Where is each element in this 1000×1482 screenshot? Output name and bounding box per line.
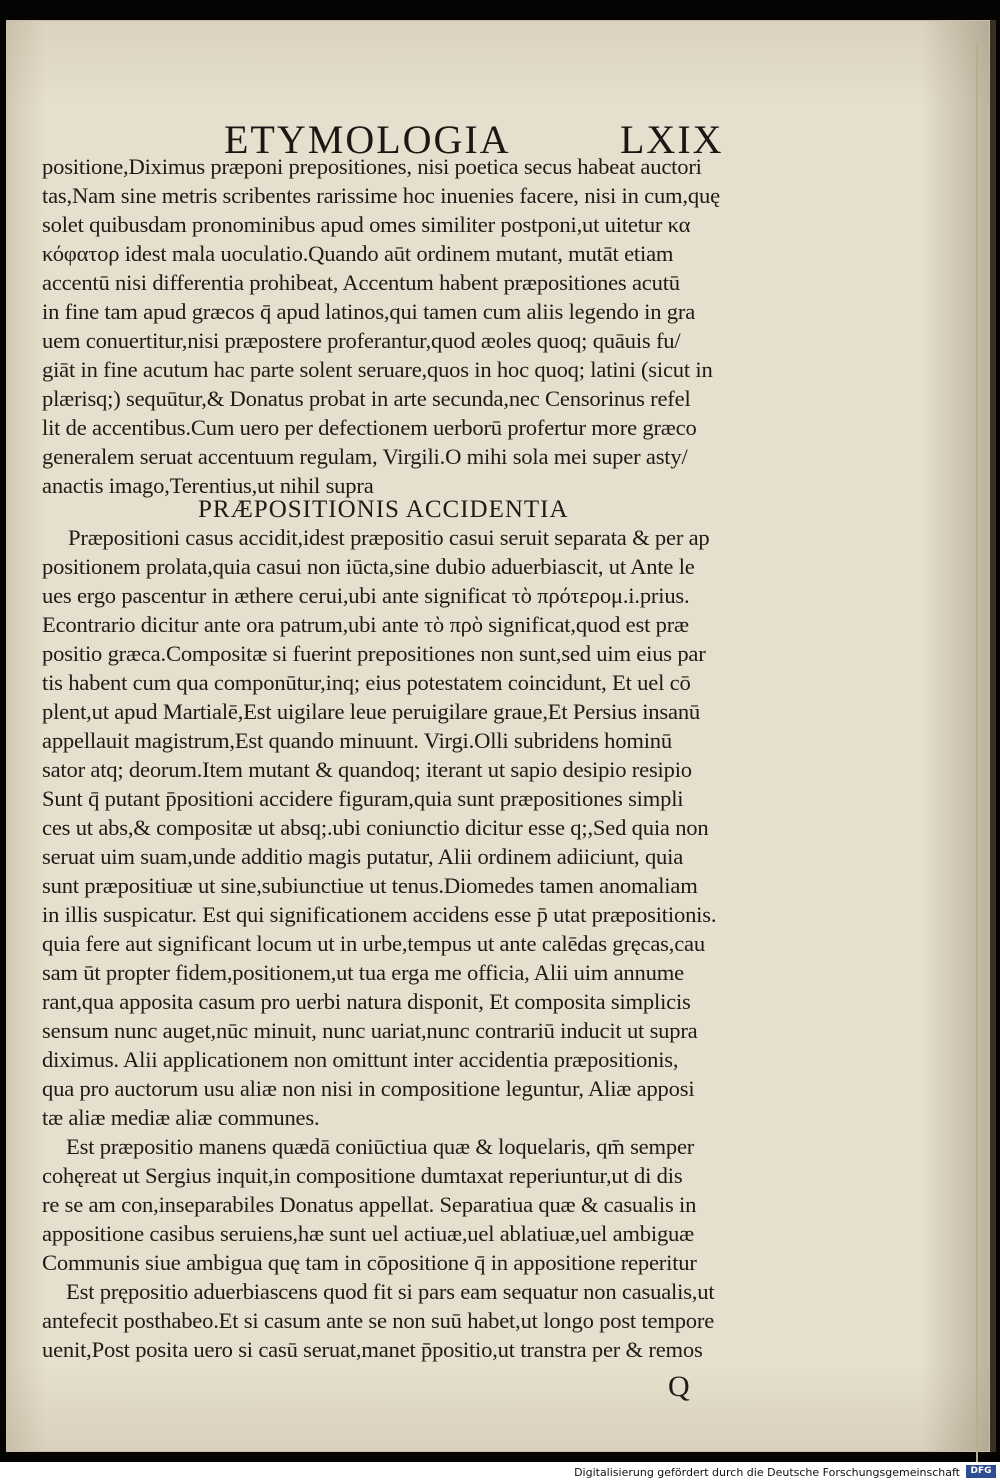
text-line: Præpositioni casus accidit,idest præpositio casui seruit separata & per ap: [68, 525, 710, 550]
text-line: sunt præpositiuæ ut sine,subiunctiue ut tenus.Diomedes tamen anomaliam: [42, 873, 698, 898]
text-line: solet quibusdam pronominibus apud omes similiter postponi,ut uitetur κα: [42, 212, 691, 237]
text-line: antefecit posthabeo.Et si casum ante se non suū habet,ut longo post tempore: [42, 1308, 715, 1333]
text-line: lit de accentibus.Cum uero per defectionem uerborū profertur more græco: [42, 415, 697, 440]
text-line: qua pro auctorum usu aliæ non nisi in compositione leguntur, Aliæ apposi: [42, 1076, 695, 1101]
text-line: giāt in fine acutum hac parte solent seruare,quos in hoc quoq; latini (sicut in: [42, 357, 713, 382]
text-line: Communis siue ambigua quę tam in cōpositione q̄ in appositione reperitur: [42, 1250, 697, 1275]
page-edge: [976, 42, 978, 1470]
text-line: diximus. Alii applicationem non omittunt inter accidentia præpositionis,: [42, 1047, 679, 1072]
text-line: seruat uim suam,unde additio magis putatur, Alii ordinem adiiciunt, quia: [42, 844, 684, 869]
running-head: ETYMOLOGIA: [224, 117, 511, 162]
text-line: positione,Diximus præponi prepositiones, nisi poetica secus habeat auctori: [42, 154, 702, 179]
text-line: generalem seruat accentuum regulam, Virgili.O mihi sola mei super asty/: [42, 444, 688, 469]
text-line: Est prępositio aduerbiascens quod fit si pars eam sequatur non casualis,ut: [66, 1279, 715, 1304]
text-line: Est præpositio manens quædā coniūctiua quæ & loquelaris, qm̄ semper: [66, 1134, 695, 1159]
text-line: κόφατορ idest mala uoculatio.Quando aūt ordinem mutant, mutāt etiam: [42, 241, 674, 266]
text-line: tis habent cum qua componūtur,inq; eius potestatem coincidunt, Et uel cō: [42, 670, 691, 695]
text-line: Sunt q̄ putant p̄positioni accidere figuram,quia sunt præpositiones simpli: [42, 786, 684, 811]
section-heading: PRÆPOSITIONIS ACCIDENTIA: [198, 496, 569, 523]
text-line: sam ūt propter fidem,positionem,ut tua erga me officia, Alii uim annume: [42, 960, 684, 985]
text-line: sator atq; deorum.Item mutant & quandoq; iterant ut sapio desipio resipio: [42, 757, 692, 782]
text-line: anactis imago,Terentius,ut nihil supra: [42, 473, 374, 498]
text-line: re se am con,inseparabiles Donatus appellat. Separatiua quæ & casualis in: [42, 1192, 697, 1217]
catchword: Q: [668, 1370, 690, 1403]
text-line: ces ut abs,& compositæ ut absq;.ubi coniunctio dicitur esse q;,Sed quia non: [42, 815, 709, 840]
text-line: cohęreat ut Sergius inquit,in compositione dumtaxat reperiuntur,ut di dis: [42, 1163, 683, 1188]
text-line: Econtrario dicitur ante ora patrum,ubi ante τὸ πρὸ significat,quod est præ: [42, 612, 689, 637]
dfg-logo: DFG: [966, 1465, 996, 1478]
text-line: quia fere aut significant locum ut in urbe,tempus ut ante calēdas gręcas,cau: [42, 931, 705, 956]
text-line: plent,ut apud Martialē,Est uigilare leue peruigilare graue,Et Persius insanū: [42, 699, 701, 724]
text-line: plærisq;) sequūtur,& Donatus probat in arte secunda,nec Censorinus refel: [42, 386, 691, 411]
book-page: [6, 20, 996, 1452]
text-line: in fine tam apud græcos q̄ apud latinos,qui tamen cum aliis legendo in gra: [42, 299, 696, 324]
text-line: rant,qua apposita casum pro uerbi natura disponit, Et composita simplicis: [42, 989, 691, 1014]
text-line: accentū nisi differentia prohibeat, Accentum habent præpositiones acutū: [42, 270, 680, 295]
text-line: uenit,Post posita uero si casū seruat,manet p̄positio,ut transtra per & remos: [42, 1337, 703, 1362]
text-line: positionem prolata,quia casui non iūcta,sine dubio aduerbiascit, ut Ante le: [42, 554, 695, 579]
footer-credit: Digitalisierung gefördert durch die Deutsche Forschungsgemeinschaft: [574, 1466, 960, 1479]
text-line: tæ aliæ mediæ aliæ communes.: [42, 1105, 320, 1130]
text-line: sensum nunc auget,nūc minuit, nunc uariat,nunc contrariū inducit ut supra: [42, 1018, 698, 1043]
text-line: appellauit magistrum,Est quando minuunt. Virgi.Olli subridens hominū: [42, 728, 672, 753]
text-line: tas,Nam sine metris scribentes rarissime hoc inuenies facere, nisi in cum,quę: [42, 183, 720, 208]
text-line: uem conuertitur,nisi præpostere proferantur,quod æoles quoq; quāuis fu/: [42, 328, 681, 353]
folio-number: LXIX: [620, 117, 724, 162]
text-line: ues ergo pascentur in æthere cerui,ubi ante significat τὸ πρότερομ.i.prius.: [42, 583, 690, 608]
text-line: appositione casibus seruiens,hæ sunt uel actiuæ,uel ablatiuæ,uel ambiguæ: [42, 1221, 695, 1246]
text-line: in illis suspicatur. Est qui significationem accidens esse p̄ utat præpositionis.: [42, 902, 717, 927]
text-line: positio græca.Compositæ si fuerint prepositiones non sunt,sed uim eius par: [42, 641, 706, 666]
